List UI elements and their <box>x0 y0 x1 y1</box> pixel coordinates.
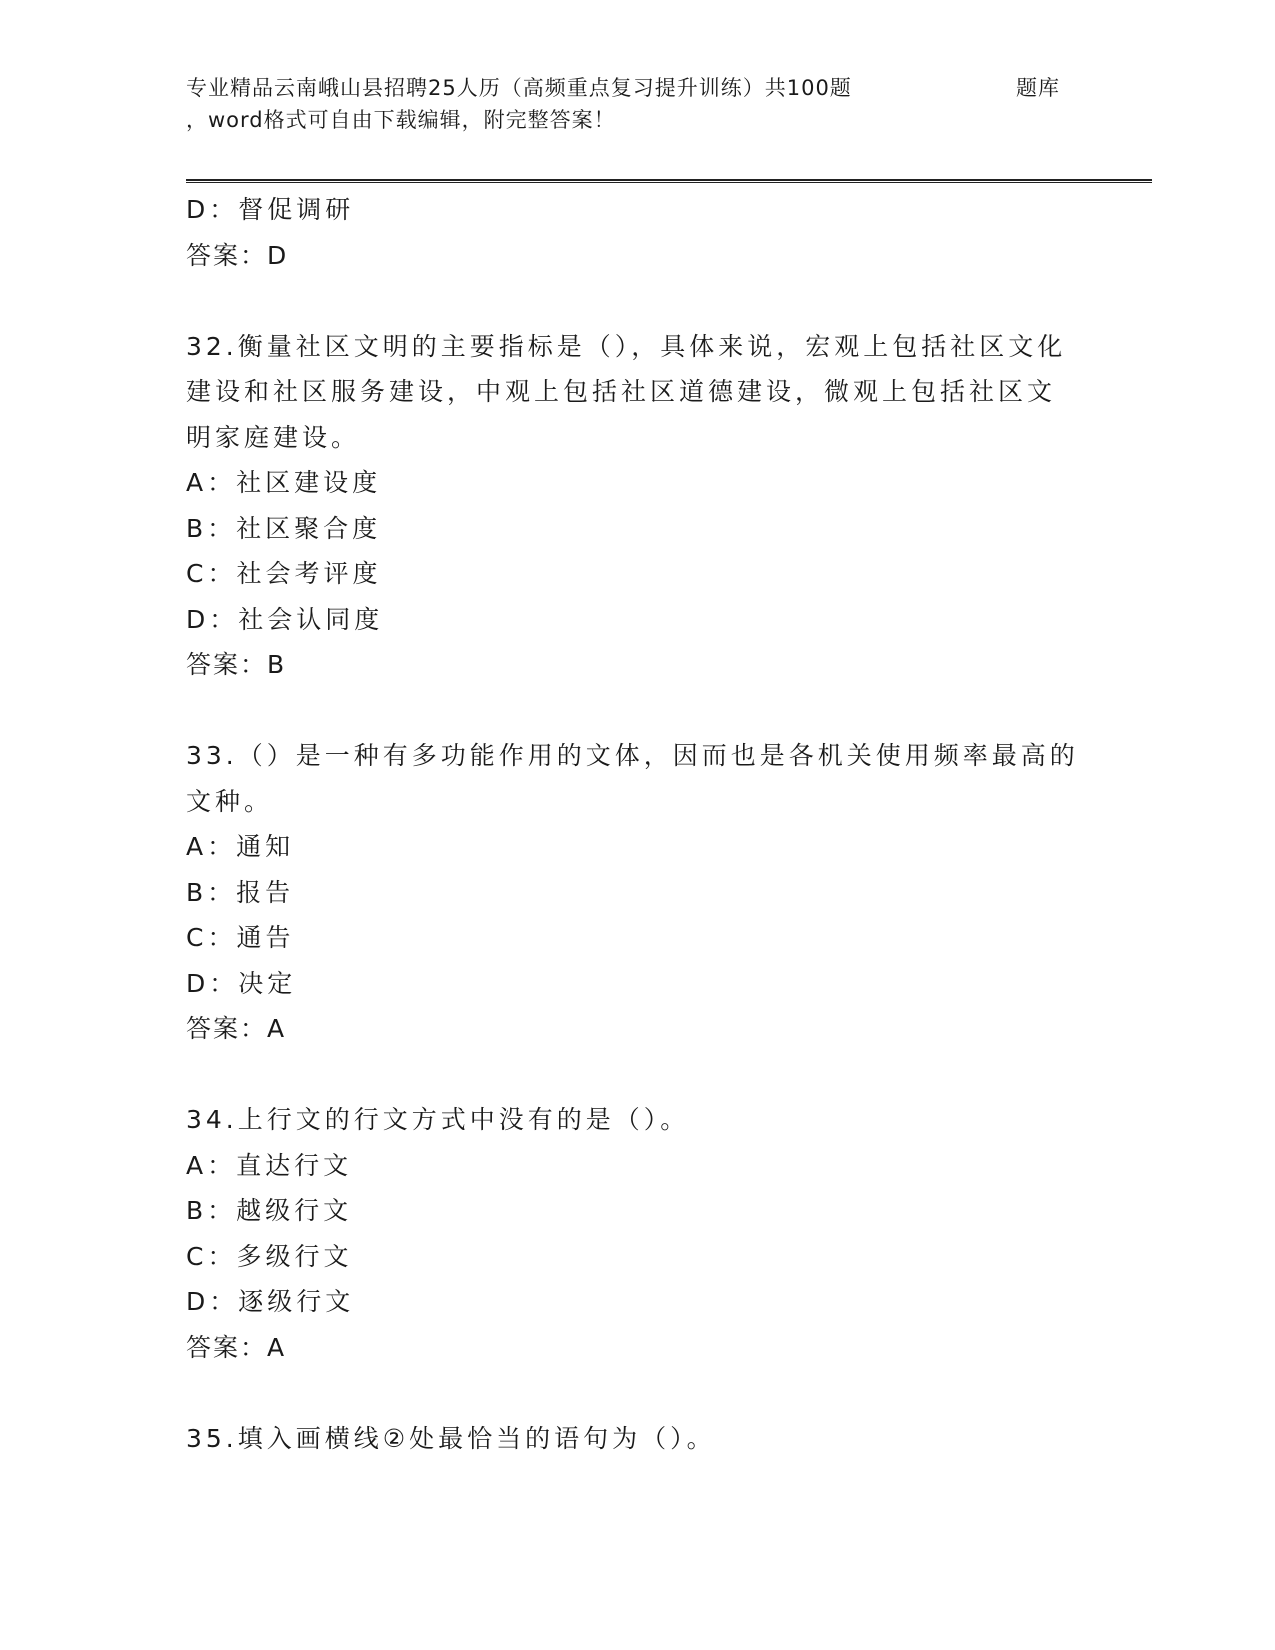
question-32 <box>186 324 1086 688</box>
question-34 <box>186 1097 1086 1370</box>
option-c: C：社会考评度 <box>186 559 382 588</box>
page-header <box>186 72 1066 136</box>
option-a: A：社区建设度 <box>186 468 382 497</box>
header-subtitle: ，word格式可自由下载编辑，附完整答案！ <box>186 108 616 132</box>
question-text: 32.衡量社区文明的主要指标是（），具体来说，宏观上包括社区文化 <box>186 331 1067 361</box>
spacer <box>186 278 1086 324</box>
question-text: 35.填入画横线②处最恰当的语句为（）。 <box>186 1423 716 1453</box>
answer: 答案：D <box>186 240 289 270</box>
question-35 <box>186 1416 1086 1462</box>
option-c: C：通告 <box>186 923 295 952</box>
option-d: D：社会认同度 <box>186 604 384 634</box>
question-content <box>186 187 1086 1461</box>
spacer <box>186 1370 1086 1416</box>
option-d: D：决定 <box>186 968 297 998</box>
header-divider <box>186 179 1152 183</box>
option-c: C：多级行文 <box>186 1241 353 1271</box>
option-d: D：逐级行文 <box>186 1287 355 1316</box>
option-b: B：社区聚合度 <box>186 513 382 543</box>
question-text: 文种。 <box>186 786 274 816</box>
option-d: D：督促调研 <box>186 195 355 224</box>
option-a: A：直达行文 <box>186 1150 353 1180</box>
question-33 <box>186 733 1086 1052</box>
spacer <box>186 1052 1086 1098</box>
spacer <box>186 688 1086 734</box>
question-text: 明家庭建设。 <box>186 422 361 452</box>
question-text: 34.上行文的行文方式中没有的是（）。 <box>186 1105 690 1134</box>
question-text: 33.（）是一种有多功能作用的文体，因而也是各机关使用频率最高的 <box>186 741 1079 770</box>
option-b: B：越级行文 <box>186 1196 353 1225</box>
header-tag: 题库 <box>1016 76 1060 100</box>
header-title: 专业精品云南峨山县招聘25人历（高频重点复习提升训练）共100题 <box>186 76 852 100</box>
option-b: B：报告 <box>186 877 295 907</box>
answer: 答案：A <box>186 1014 287 1043</box>
header-title-line <box>186 72 1066 104</box>
question-text: 建设和社区服务建设，中观上包括社区道德建设，微观上包括社区文 <box>186 377 1057 406</box>
answer: 答案：A <box>186 1332 287 1362</box>
option-a: A：通知 <box>186 832 295 861</box>
answer: 答案：B <box>186 650 287 679</box>
